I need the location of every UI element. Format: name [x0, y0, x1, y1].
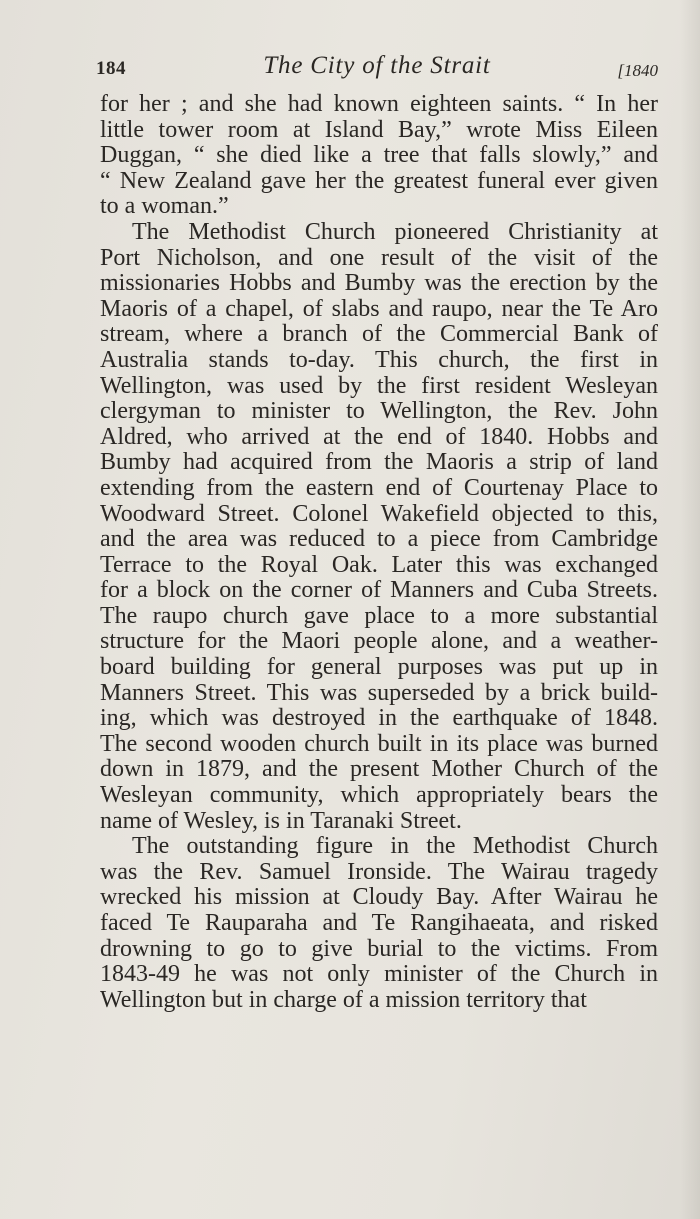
text-line: The raupo church gave place to a more substantial	[100, 602, 658, 629]
text-line: drowning to go to give burial to the victims. From	[100, 935, 658, 962]
text-line: structure for the Maori people alone, and a weather-	[100, 628, 658, 655]
text-line: Terrace to the Royal Oak. Later this was exchanged	[100, 551, 658, 578]
text-line: extending from the eastern end of Courtenay Place to	[100, 474, 658, 501]
text-line: Bumby had acquired from the Maoris a strip of land	[100, 449, 658, 476]
running-year: [1840	[617, 61, 658, 80]
text-line: little tower room at Island Bay,” wrote Miss Eileen	[100, 116, 658, 143]
paragraph	[100, 220, 658, 834]
text-line: for her ; and she had known eighteen saints. “ In her	[100, 91, 658, 117]
text-line: Port Nicholson, and one result of the visit of the	[100, 244, 658, 271]
page-number: 184	[96, 58, 126, 79]
text-line: name of Wesley, is in Taranaki Street.	[100, 807, 462, 834]
text-line: board building for general purposes was put up in	[100, 654, 658, 681]
text-line: The Methodist Church pioneered Christianity at	[132, 218, 658, 245]
text-line: The outstanding figure in the Methodist Church	[132, 833, 658, 860]
text-line: was the Rev. Samuel Ironside. The Wairau tragedy	[100, 858, 658, 885]
paragraph	[100, 834, 658, 1013]
text-line: clergyman to minister to Wellington, the Rev. John	[100, 398, 658, 425]
text-line: The second wooden church built in its place was burned	[100, 730, 658, 757]
text-line: wrecked his mission at Cloudy Bay. After Wairau he	[100, 884, 658, 911]
text-line: Wesleyan community, which appropriately bears the	[100, 782, 658, 809]
text-line: down in 1879, and the present Mother Church of the	[100, 756, 658, 783]
text-line: Maoris of a chapel, of slabs and raupo, near the Te Aro	[100, 295, 658, 322]
text-line: missionaries Hobbs and Bumby was the erection by the	[100, 270, 658, 297]
text-line: to a woman.”	[100, 193, 229, 220]
text-line: and the area was reduced to a piece from Cambridge	[100, 526, 658, 553]
paragraph	[100, 92, 658, 220]
text-line: Australia stands to-day. This church, the first in	[100, 346, 658, 373]
text-line: Aldred, who arrived at the end of 1840. Hobbs and	[100, 423, 658, 450]
running-header	[96, 52, 658, 86]
text-line: Wellington, was used by the first resident Wesleyan	[100, 372, 658, 399]
text-line: 1843-49 he was not only minister of the Church in	[100, 961, 658, 988]
text-line: ing, which was destroyed in the earthquake of 1848.	[100, 705, 658, 732]
text-line: faced Te Rauparaha and Te Rangihaeata, and risked	[100, 910, 658, 936]
text-line: for a block on the corner of Manners and Cuba Streets.	[100, 577, 658, 604]
text-line: Wellington but in charge of a mission territory that	[100, 986, 587, 1013]
text-line: “ New Zealand gave her the greatest funeral ever given	[100, 167, 658, 194]
text-line: stream, where a branch of the Commercial Bank of	[100, 321, 658, 348]
running-title: The City of the Strait	[263, 52, 491, 79]
text-line: Duggan, “ she died like a tree that falls slowly,” and	[100, 142, 658, 169]
body-text	[100, 92, 658, 1013]
text-line: Woodward Street. Colonel Wakefield objected to this,	[100, 500, 658, 527]
page-edge-shadow	[680, 0, 700, 1219]
text-line: Manners Street. This was superseded by a brick build-	[100, 679, 658, 706]
